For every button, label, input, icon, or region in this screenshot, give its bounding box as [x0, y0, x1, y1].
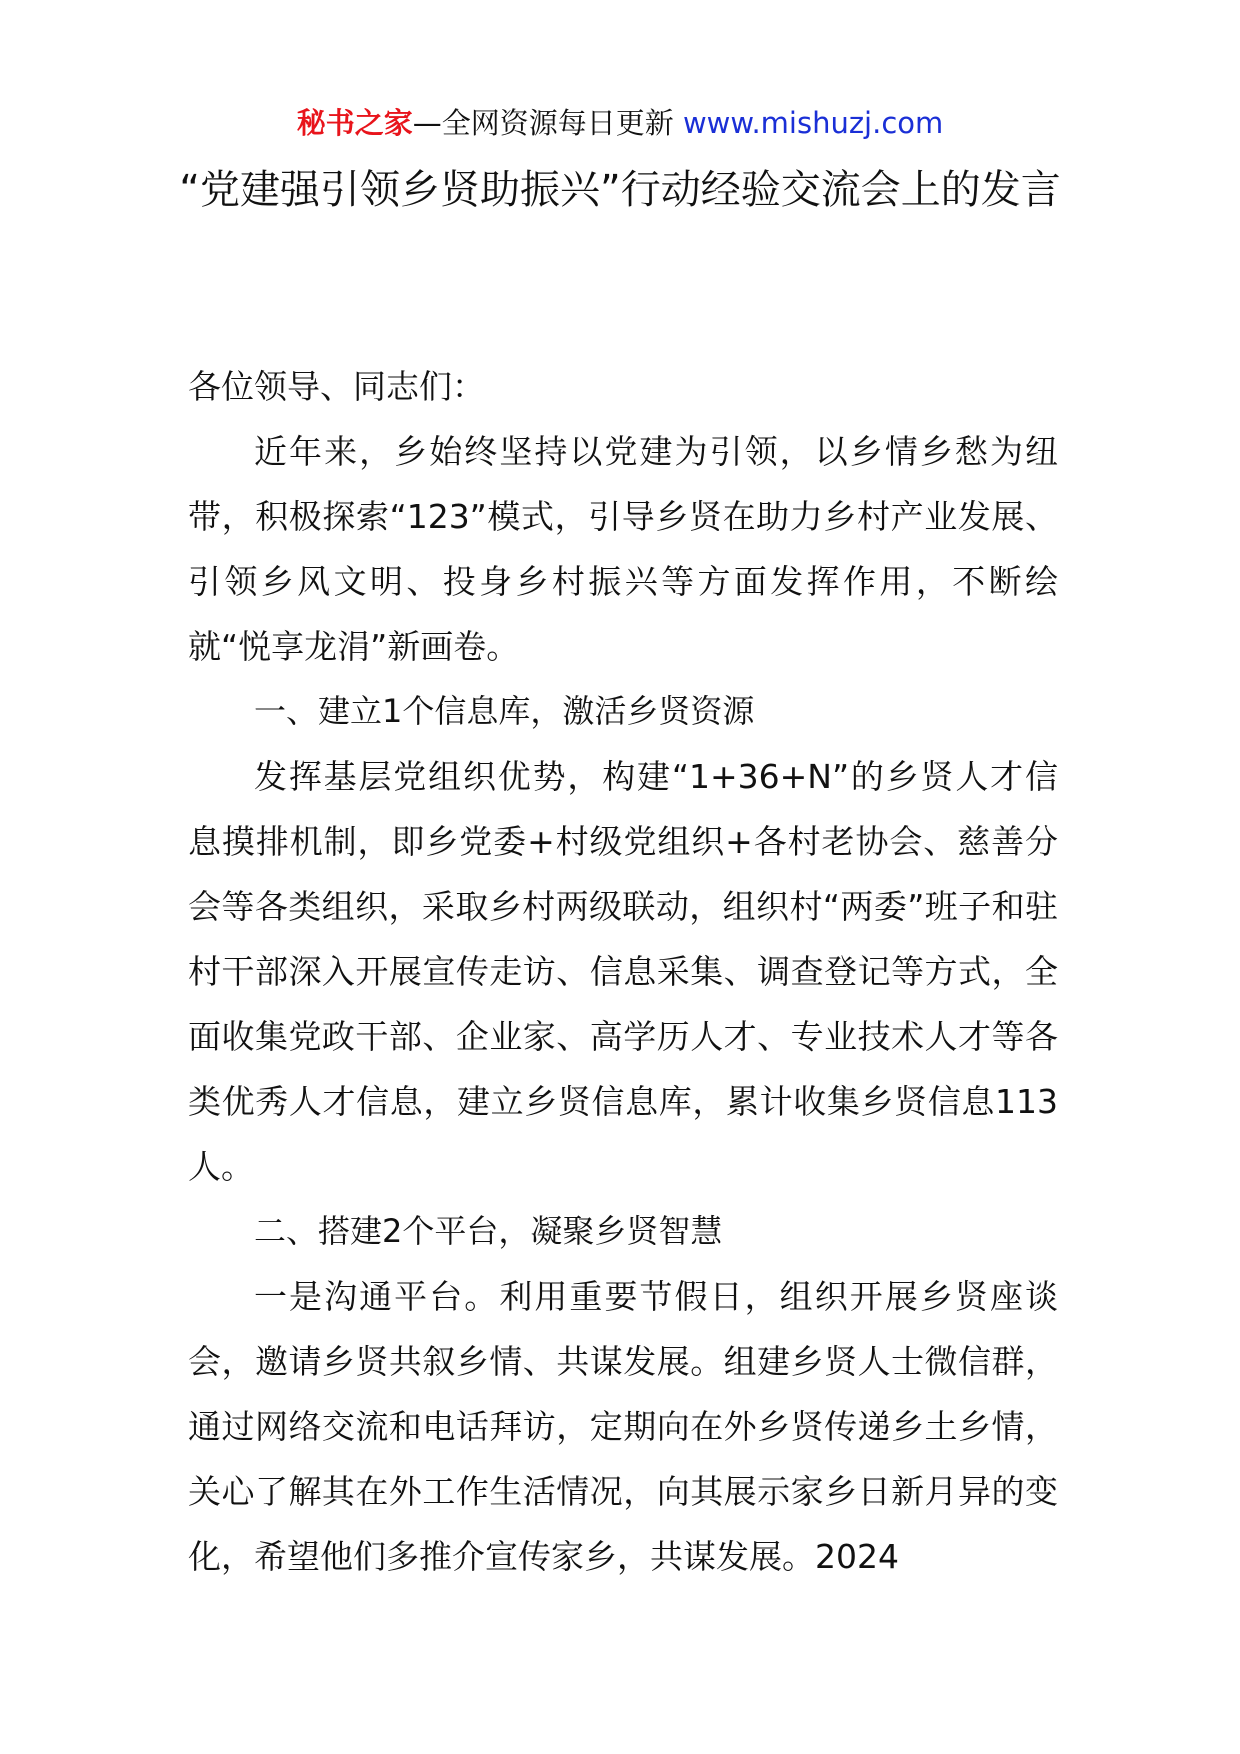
salutation: 各位领导、同志们： — [188, 367, 485, 406]
brand-name: 秘书之家 — [296, 106, 413, 140]
body-paragraph-intro: 近年来，乡始终坚持以党建为引领，以乡情乡愁为纽带，积极探索“123”模式，引导乡贤在助力乡村产业发展、引领乡风文明、投身乡村振兴等方面发挥作用，不断绘就“悦享龙涓”新画卷。 — [188, 432, 1058, 666]
document-title: “党建强引领乡贤助振兴”行动经验交流会上的发言 — [179, 167, 1061, 213]
brand-tagline: —全网资源每日更新 — [412, 106, 683, 140]
site-banner — [0, 100, 1240, 146]
body-paragraph-section-2: 一是沟通平台。利用重要节假日，组织开展乡贤座谈会，邀请乡贤共叙乡情、共谋发展。组建乡贤人士微信群，通过网络交流和电话拜访，定期向在外乡贤传递乡土乡情，关心了解其在外工作生活情况，向其展示家乡日新月异的变化，希望他们多推介宣传家乡，共谋发展。2024 — [188, 1277, 1058, 1576]
section-heading-2: 二、搭建2个平台，凝聚乡贤智慧 — [254, 1212, 723, 1250]
document-body — [188, 354, 1058, 1589]
section-heading-1: 一、建立1个信息库，激活乡贤资源 — [254, 692, 755, 730]
body-paragraph-section-1: 发挥基层党组织优势，构建“1+36+N”的乡贤人才信息摸排机制，即乡党委+村级党组织+各村老协会、慈善分会等各类组织，采取乡村两级联动，组织村“两委”班子和驻村干部深入开展宣传走访、信息采集、调查登记等方式，全面收集党政干部、企业家、高学历人才、专业技术人才等各类优秀人才信息，建立乡贤信息库，累计收集乡贤信息113人。 — [188, 757, 1058, 1186]
brand-url[interactable]: www.mishuzj.com — [682, 106, 944, 140]
